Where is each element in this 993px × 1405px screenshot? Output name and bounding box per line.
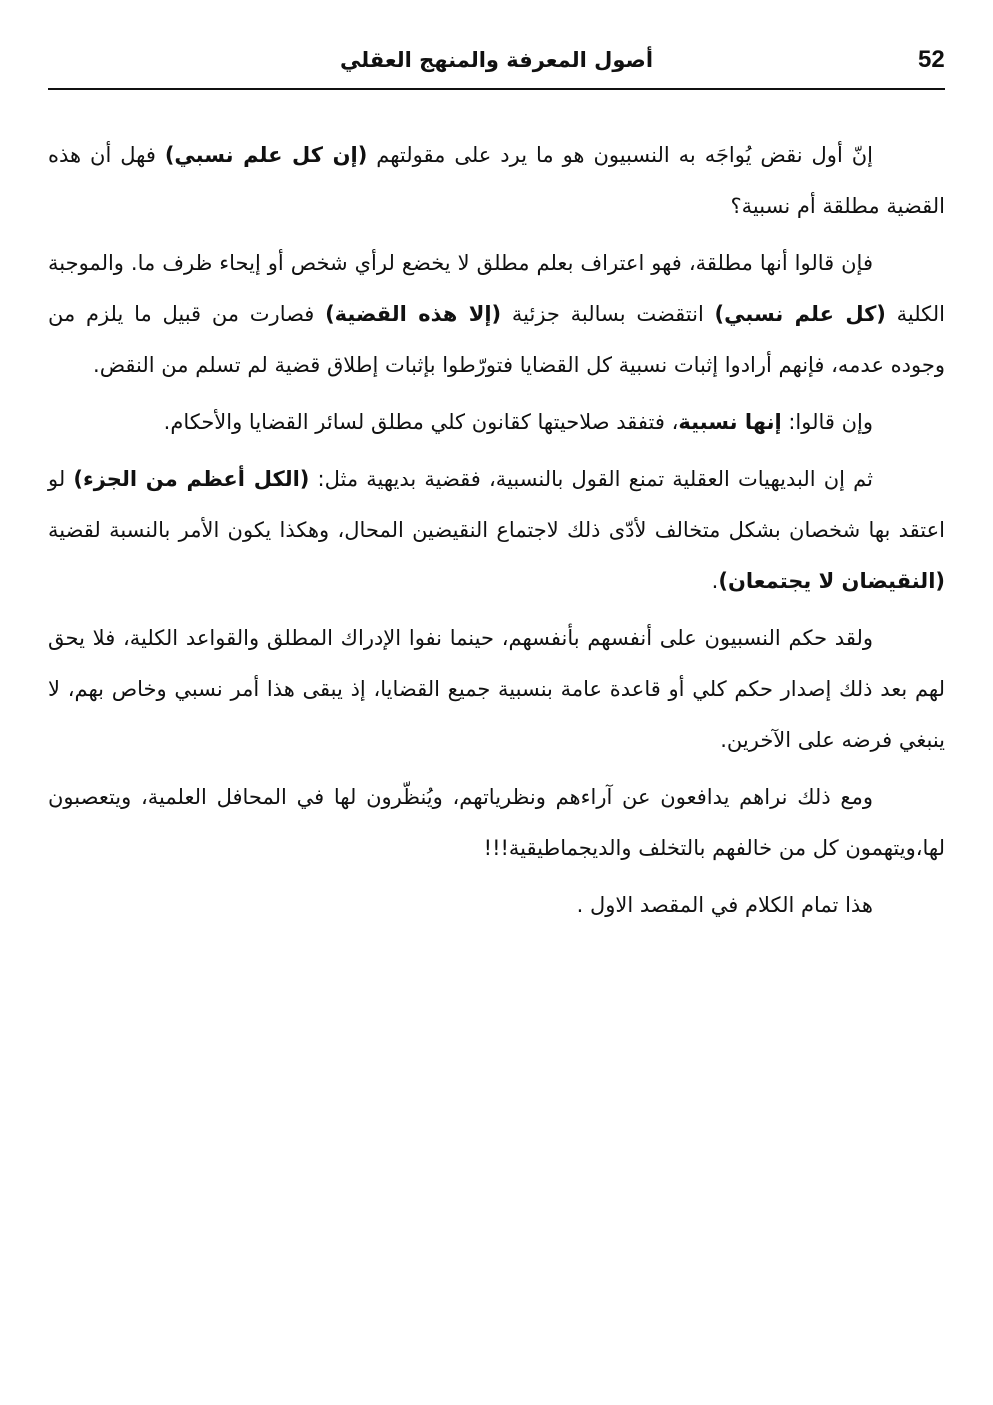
- body-text: [48, 130, 945, 937]
- bold-phrase: (الكل أعظم من الجزء): [73, 467, 310, 491]
- bold-phrase: (إن كل علم نسبي): [164, 143, 368, 167]
- paragraph-2: فإن قالوا أنها مطلقة، فهو اعتراف بعلم مطلق لا يخضع لرأي شخص أو إيحاء ظرف ما. والموجبة الكلية (كل علم نسبي) انتقضت بسالبة جزئية (إلا هذه القضية) فصارت من قبيل ما يلزم من وجوده عدمه، فإنهم أرادوا إثبات نسبية كل القضايا فتورّطوا بإثبات إطلاق قضية لم تسلم من النقض.: [48, 251, 946, 377]
- page-header: [48, 40, 945, 90]
- paragraph-4: ثم إن البديهيات العقلية تمنع القول بالنسبية، فقضية بديهية مثل: (الكل أعظم من الجزء) لو اعتقد بها شخصان بشكل متخالف لأدّى ذلك لاجتماع النقيضين المحال، وهكذا يكون الأمر بالنسبة لقضية (النقيضان لا يجتمعان).: [48, 467, 945, 593]
- paragraph-3: وإن قالوا: إنها نسبية، فتفقد صلاحيتها كقانون كلي مطلق لسائر القضايا والأحكام.: [163, 410, 873, 434]
- paragraph-5: ولقد حكم النسبيون على أنفسهم بأنفسهم، حينما نفوا الإدراك المطلق والقواعد الكلية، فلا يحق لهم بعد ذلك إصدار حكم كلي أو قاعدة عامة بنسبية جميع القضايا، إذ يبقى هذا أمر نسبي وخاص بهم، لا ينبغي فرضه على الآخرين.: [48, 626, 945, 752]
- bold-phrase: (النقيضان لا يجتمعان): [718, 569, 945, 593]
- bold-phrase: (كل علم نسبي): [714, 302, 886, 326]
- paragraph-7: هذا تمام الكلام في المقصد الاول .: [576, 893, 873, 917]
- running-title: أصول المعرفة والمنهج العقلي: [339, 48, 654, 72]
- page-number: 52: [918, 46, 945, 73]
- bold-phrase: (إلا هذه القضية): [325, 302, 502, 326]
- bold-phrase: إنها نسبية: [678, 410, 782, 434]
- paragraph-6: ومع ذلك نراهم يدافعون عن آراءهم ونظرياتهم، ويُنظّرون لها في المحافل العلمية، ويتعصبون لها،ويتهمون كل من خالفهم بالتخلف والديجماطيقية!!!: [48, 785, 945, 860]
- header-divider: [48, 88, 945, 90]
- paragraph-1: إنّ أول نقض يُواجَه به النسبيون هو ما يرد على مقولتهم (إن كل علم نسبي) فهل أن هذه القضية مطلقة أم نسبية؟: [48, 143, 945, 218]
